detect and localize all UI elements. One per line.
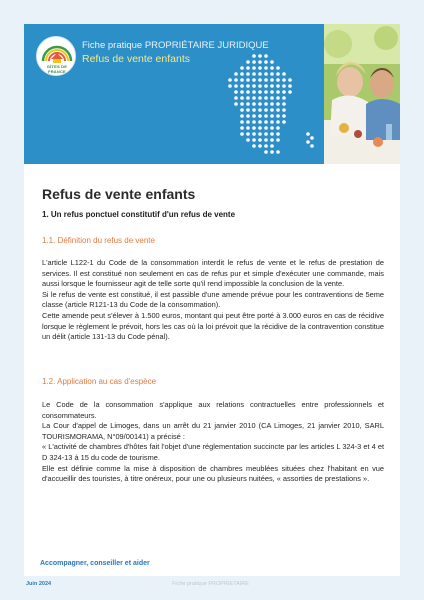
gites-de-france-logo-icon xyxy=(36,36,76,76)
map-dot xyxy=(264,84,268,88)
map-dot xyxy=(252,144,256,148)
map-dot xyxy=(240,108,244,112)
map-dot xyxy=(276,150,280,154)
map-dot xyxy=(270,114,274,118)
map-dot xyxy=(258,132,262,136)
map-dot xyxy=(252,84,256,88)
map-dot xyxy=(270,150,274,154)
map-dot xyxy=(246,78,250,82)
map-dot xyxy=(282,72,286,76)
map-dot xyxy=(264,120,268,124)
map-dot xyxy=(240,84,244,88)
map-dot xyxy=(270,102,274,106)
map-dot xyxy=(288,78,292,82)
map-dot xyxy=(276,132,280,136)
map-dot xyxy=(270,90,274,94)
map-dot xyxy=(234,102,238,106)
footer-date: Juin 2024 xyxy=(26,581,52,587)
map-dot xyxy=(264,132,268,136)
map-dot xyxy=(282,90,286,94)
map-dot xyxy=(276,84,280,88)
map-dot xyxy=(240,90,244,94)
paragraph: Cette amende peut s'élever à 1.500 euros, montant qui peut être porté à 3.000 euros en cas de récidive lorsque le règlement le prévoit, hors les cas où la loi prévoit que la récidive de la contravention constitue un délit (article 131-13 du Code pénal). xyxy=(42,310,384,342)
map-dot xyxy=(252,72,256,76)
map-dot xyxy=(252,90,256,94)
map-dot xyxy=(228,84,232,88)
map-dot xyxy=(276,66,280,70)
map-dot xyxy=(240,102,244,106)
map-dot xyxy=(246,138,250,142)
map-dot xyxy=(276,78,280,82)
map-dot xyxy=(264,126,268,130)
map-dot xyxy=(310,144,314,148)
map-dot xyxy=(258,138,262,142)
logo-text: GÎTES DE FRANCE xyxy=(46,64,68,74)
map-dot xyxy=(234,72,238,76)
map-dot xyxy=(258,72,262,76)
paragraph: La Cour d'appel de Limoges, dans un arrêt du 21 janvier 2010 (CA Limoges, 21 janvier 2010, SARL TOURISMORAMA, N°09/00141) a précisé : xyxy=(42,421,384,441)
paragraph: Si le refus de vente est constitué, il est passible d'une amende prévue pour les contraventions de 5eme classe (article R121-13 du Code de la consommation). xyxy=(42,289,384,310)
map-dot xyxy=(258,144,262,148)
map-dot xyxy=(240,78,244,82)
map-dot xyxy=(264,144,268,148)
map-dot xyxy=(252,114,256,118)
subsection-title-definition: 1.1. Définition du refus de vente xyxy=(42,236,155,245)
map-dot xyxy=(270,120,274,124)
map-dot xyxy=(264,66,268,70)
map-dot xyxy=(252,66,256,70)
map-dot xyxy=(282,84,286,88)
map-dot xyxy=(240,126,244,130)
map-dot xyxy=(264,114,268,118)
map-dot xyxy=(258,90,262,94)
france-dot-map-icon xyxy=(222,52,322,156)
map-dot xyxy=(258,96,262,100)
map-dot xyxy=(288,90,292,94)
map-dot xyxy=(306,140,310,144)
map-dot xyxy=(276,114,280,118)
map-dot xyxy=(258,114,262,118)
map-dot xyxy=(270,72,274,76)
map-dot xyxy=(282,108,286,112)
map-dot xyxy=(264,96,268,100)
map-dot xyxy=(270,138,274,142)
map-dot xyxy=(234,90,238,94)
map-dot xyxy=(234,78,238,82)
paragraph: L'article L122-1 du Code de la consommation interdit le refus de vente et le refus de prestation de services. Il est constitué non seulement en cas de refus pur et simple d'exécuter une commande, mais aussi lorsque le fournisseur agit de telle sorte qu'il rend impossible la conclusion de la vente. xyxy=(42,258,384,289)
map-dot xyxy=(246,132,250,136)
map-dot xyxy=(240,114,244,118)
map-dot xyxy=(270,96,274,100)
family-photo-icon xyxy=(324,24,400,164)
map-dot xyxy=(270,132,274,136)
map-dot xyxy=(282,114,286,118)
map-dot xyxy=(258,66,262,70)
map-dot xyxy=(240,72,244,76)
map-dot xyxy=(270,66,274,70)
map-dot xyxy=(252,78,256,82)
map-dot xyxy=(240,96,244,100)
map-dot xyxy=(246,66,250,70)
paragraph: Elle est définie comme la mise à disposition de chambres meublées situées chez l'habitant en vue d'accueillir des touristes, à titre onéreux, pour une ou plusieurs nuitées, « assorties de prestations ». xyxy=(42,463,384,484)
map-dot xyxy=(270,108,274,112)
map-dot xyxy=(270,78,274,82)
map-dot xyxy=(276,108,280,112)
map-dot xyxy=(270,144,274,148)
map-dot xyxy=(234,96,238,100)
map-dot xyxy=(246,96,250,100)
map-dot xyxy=(264,150,268,154)
map-dot xyxy=(258,102,262,106)
map-dot xyxy=(310,136,314,140)
map-dot xyxy=(252,102,256,106)
map-dot xyxy=(252,132,256,136)
map-dot xyxy=(246,108,250,112)
map-dot xyxy=(276,126,280,130)
map-dot xyxy=(252,96,256,100)
section-title: 1. Un refus ponctuel constitutif d'un refus de vente xyxy=(42,210,236,219)
map-dot xyxy=(270,60,274,64)
map-dot xyxy=(246,90,250,94)
map-dot xyxy=(252,138,256,142)
map-dot xyxy=(240,132,244,136)
document-sheet xyxy=(24,24,400,576)
definition-text xyxy=(42,258,384,343)
map-dot xyxy=(258,60,262,64)
map-dot xyxy=(252,60,256,64)
map-dot xyxy=(264,102,268,106)
footer-tagline: Accompagner, conseiller et aider xyxy=(40,560,150,567)
map-dot xyxy=(246,120,250,124)
map-dot xyxy=(246,102,250,106)
map-dot xyxy=(234,84,238,88)
map-dot xyxy=(282,96,286,100)
map-dot xyxy=(276,96,280,100)
map-dot xyxy=(264,108,268,112)
map-dot xyxy=(264,54,268,58)
map-dot xyxy=(246,84,250,88)
map-dot xyxy=(264,138,268,142)
map-dot xyxy=(264,78,268,82)
map-dot xyxy=(252,126,256,130)
map-dot xyxy=(258,120,262,124)
map-dot xyxy=(258,126,262,130)
map-dot xyxy=(246,114,250,118)
map-dot xyxy=(252,54,256,58)
header-kicker: Fiche pratique PROPRIÉTAIRE JURIDIQUE xyxy=(82,40,269,51)
map-dot xyxy=(306,132,310,136)
map-dot xyxy=(240,120,244,124)
map-dot xyxy=(258,54,262,58)
map-dot xyxy=(246,72,250,76)
map-dot xyxy=(276,90,280,94)
paragraph: « L'activité de chambres d'hôtes fait l'objet d'une réglementation succincte par les articles L 324-3 et 4 et D 324-13 à 15 du code de tourisme. xyxy=(42,442,384,462)
map-dot xyxy=(246,60,250,64)
map-dot xyxy=(270,126,274,130)
header-banner xyxy=(24,24,400,164)
map-dot xyxy=(276,102,280,106)
map-dot xyxy=(228,78,232,82)
map-dot xyxy=(252,120,256,124)
map-dot xyxy=(240,66,244,70)
map-dot xyxy=(264,72,268,76)
map-dot xyxy=(264,90,268,94)
map-dot xyxy=(258,84,262,88)
map-dot xyxy=(288,84,292,88)
map-dot xyxy=(282,120,286,124)
map-dot xyxy=(276,72,280,76)
map-dot xyxy=(252,108,256,112)
map-dot xyxy=(270,84,274,88)
page-title: Refus de vente enfants xyxy=(42,186,196,202)
map-dot xyxy=(276,120,280,124)
footer-note: Fiche pratique PROPRIETAIRE xyxy=(172,581,249,587)
map-dot xyxy=(258,78,262,82)
paragraph: Le Code de la consommation s'applique aux relations contractuelles entre professionnels et consommateurs. xyxy=(42,400,384,420)
map-dot xyxy=(282,78,286,82)
map-dot xyxy=(258,108,262,112)
map-dot xyxy=(264,60,268,64)
map-dot xyxy=(276,138,280,142)
subsection-title-application: 1.2. Application au cas d'espèce xyxy=(42,377,157,386)
header-title: Refus de vente enfants xyxy=(82,53,190,65)
application-text xyxy=(42,400,384,485)
map-dot xyxy=(246,126,250,130)
map-dot xyxy=(282,102,286,106)
